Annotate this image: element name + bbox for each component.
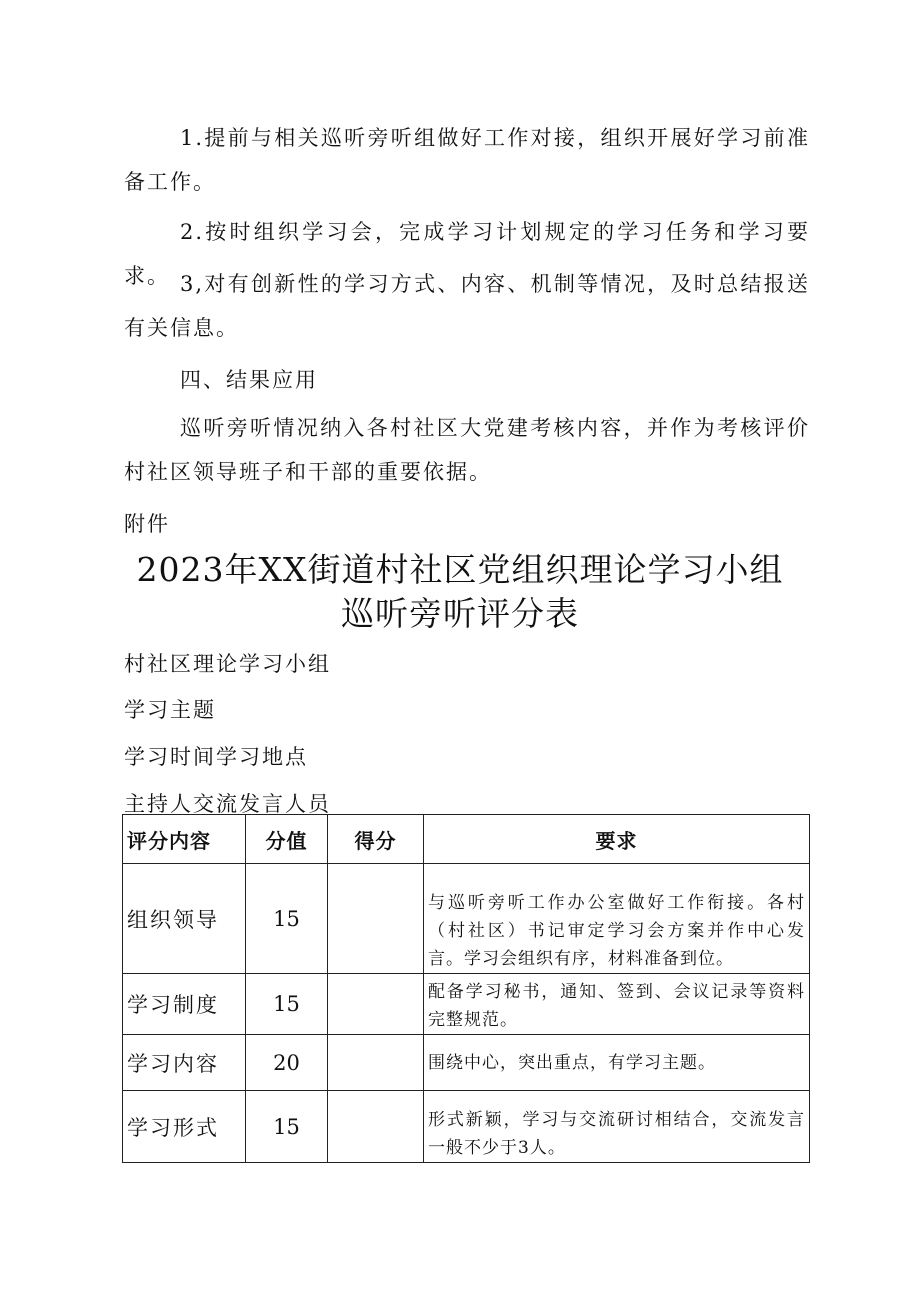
header-obtained: 得分 bbox=[328, 815, 424, 864]
row-category: 学习形式 bbox=[123, 1091, 246, 1163]
row-score: 15 bbox=[246, 974, 328, 1035]
row-category: 组织领导 bbox=[123, 864, 246, 974]
document-title-line1: 2023年XX街道村社区党组织理论学习小组 bbox=[136, 550, 784, 589]
row-obtained-cell[interactable] bbox=[328, 974, 424, 1035]
field-study-time-place: 学习时间学习地点 bbox=[124, 745, 308, 769]
header-score: 分值 bbox=[246, 815, 328, 864]
field-study-group: 村社区理论学习小组 bbox=[124, 652, 331, 676]
row-requirement: 围绕中心，突出重点，有学习主题。 bbox=[424, 1035, 810, 1091]
paragraph-item-2: 2.按时组织学习会，完成学习计划规定的学习任务和学习要求。 bbox=[124, 220, 810, 288]
table-header-row bbox=[123, 815, 810, 864]
row-score: 20 bbox=[246, 1035, 328, 1091]
row-category: 学习内容 bbox=[123, 1035, 246, 1091]
row-category: 学习制度 bbox=[123, 974, 246, 1035]
paragraph-item-1: 1.提前与相关巡听旁听组做好工作对接，组织开展好学习前准备工作。 bbox=[124, 126, 810, 194]
row-obtained-cell[interactable] bbox=[328, 1091, 424, 1163]
row-obtained-cell[interactable] bbox=[328, 864, 424, 974]
paragraph-result-application: 巡听旁听情况纳入各村社区大党建考核内容，并作为考核评价村社区领导班子和干部的重要依据。 bbox=[124, 416, 810, 484]
table-row bbox=[123, 1091, 810, 1163]
row-obtained-cell[interactable] bbox=[328, 1035, 424, 1091]
table-row bbox=[123, 974, 810, 1035]
field-study-topic: 学习主题 bbox=[124, 698, 216, 722]
field-host-speakers: 主持人交流发言人员 bbox=[124, 792, 331, 816]
row-requirement: 配备学习秘书，通知、签到、会议记录等资料完整规范。 bbox=[424, 974, 810, 1035]
row-requirement: 与巡听旁听工作办公室做好工作衔接。各村（村社区）书记审定学习会方案并作中心发言。学习会组织有序，材料准备到位。 bbox=[424, 864, 810, 974]
row-score: 15 bbox=[246, 864, 328, 974]
document-title-line2: 巡听旁听评分表 bbox=[341, 594, 579, 633]
row-requirement: 形式新颖，学习与交流研讨相结合，交流发言一般不少于3人。 bbox=[424, 1091, 810, 1163]
header-content: 评分内容 bbox=[123, 815, 246, 864]
attachment-label: 附件 bbox=[124, 512, 170, 536]
table-row bbox=[123, 1035, 810, 1091]
section-heading: 四、结果应用 bbox=[180, 368, 318, 392]
scoring-table bbox=[122, 814, 810, 1163]
header-requirement: 要求 bbox=[424, 815, 810, 864]
paragraph-item-3: 3,对有创新性的学习方式、内容、机制等情况，及时总结报送有关信息。 bbox=[124, 272, 810, 340]
table-row bbox=[123, 864, 810, 974]
row-score: 15 bbox=[246, 1091, 328, 1163]
